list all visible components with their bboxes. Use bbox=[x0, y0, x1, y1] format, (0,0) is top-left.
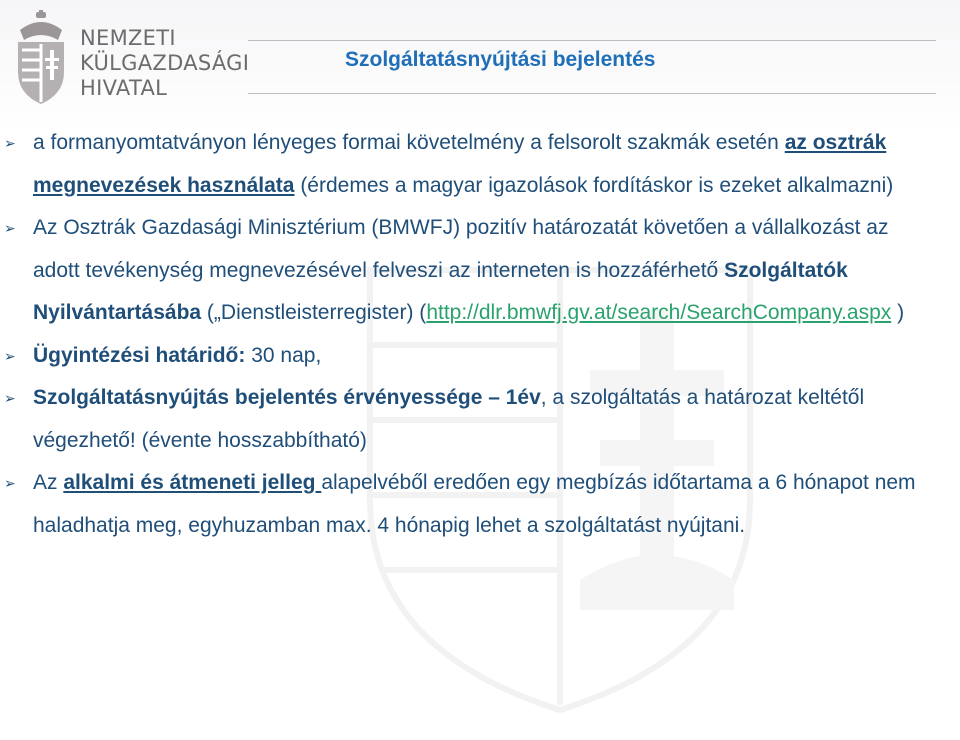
logo-line-2: KÜLGAZDASÁGI bbox=[80, 51, 250, 75]
arrow-bullet-icon bbox=[4, 377, 18, 419]
page-title: Szolgáltatásnyújtási bejelentés bbox=[345, 48, 656, 71]
bullet-list bbox=[0, 122, 960, 547]
item-2-emphasis: Szolgáltatók Nyilvántartásába bbox=[33, 258, 848, 324]
list-item bbox=[0, 377, 930, 462]
arrow-bullet-icon bbox=[4, 462, 18, 504]
header-rule-bottom bbox=[248, 93, 936, 94]
item-3-text: 30 nap, bbox=[245, 343, 322, 367]
item-5-text-b: alapelvéből eredően egy megbízás időtartama a 6 hónapot nem haladhatja meg, egyhuzamban max. 4 hónapig lehet a szolgáltatást nyújtani. bbox=[33, 471, 916, 537]
item-4-emphasis: Szolgáltatásnyújtás bejelentés érvényessége – 1év bbox=[33, 386, 541, 409]
list-item bbox=[0, 122, 930, 207]
arrow-bullet-icon bbox=[4, 207, 18, 249]
item-5-text-a: Az bbox=[33, 471, 64, 494]
logo-line-3: HIVATAL bbox=[80, 76, 168, 100]
arrow-bullet-icon bbox=[4, 122, 18, 164]
item-3-emphasis: Ügyintézési határidő: bbox=[33, 343, 246, 367]
logo-line-1: NEMZETI bbox=[80, 26, 176, 50]
list-item bbox=[0, 207, 930, 335]
item-2-text-b: („Dienstleisterregister) ( bbox=[201, 301, 427, 324]
arrow-bullet-icon bbox=[4, 335, 18, 377]
coat-of-arms-icon bbox=[10, 10, 72, 106]
item-5-emphasis: alkalmi és átmeneti jelleg bbox=[63, 471, 322, 494]
item-1-text-a: a formanyomtatványon lényeges formai követelmény a felsorolt szakmák esetén bbox=[33, 131, 785, 154]
item-2-text-c: ) bbox=[891, 301, 905, 324]
list-item bbox=[0, 335, 930, 378]
header-rule-top bbox=[248, 40, 936, 41]
item-1-text-b: (érdemes a magyar igazolások fordításkor is ezeket alkalmazni) bbox=[294, 173, 894, 197]
logo bbox=[10, 10, 250, 110]
list-item bbox=[0, 462, 930, 547]
item-4-text: , a szolgáltatás a határozat keltétől végezhető! (évente hosszabbítható) bbox=[33, 386, 865, 452]
item-2-text-a: Az Osztrák Gazdasági Minisztérium (BMWFJ) pozitív határozatát követően a vállalkozást az adott tevékenység megnevezésével felveszi az interneten is hozzáférhető bbox=[33, 216, 889, 282]
item-1-emphasis: az osztrák megnevezések használata bbox=[33, 131, 887, 197]
register-link[interactable]: http://dlr.bmwfj.gv.at/search/SearchCompany.aspx bbox=[426, 301, 892, 324]
